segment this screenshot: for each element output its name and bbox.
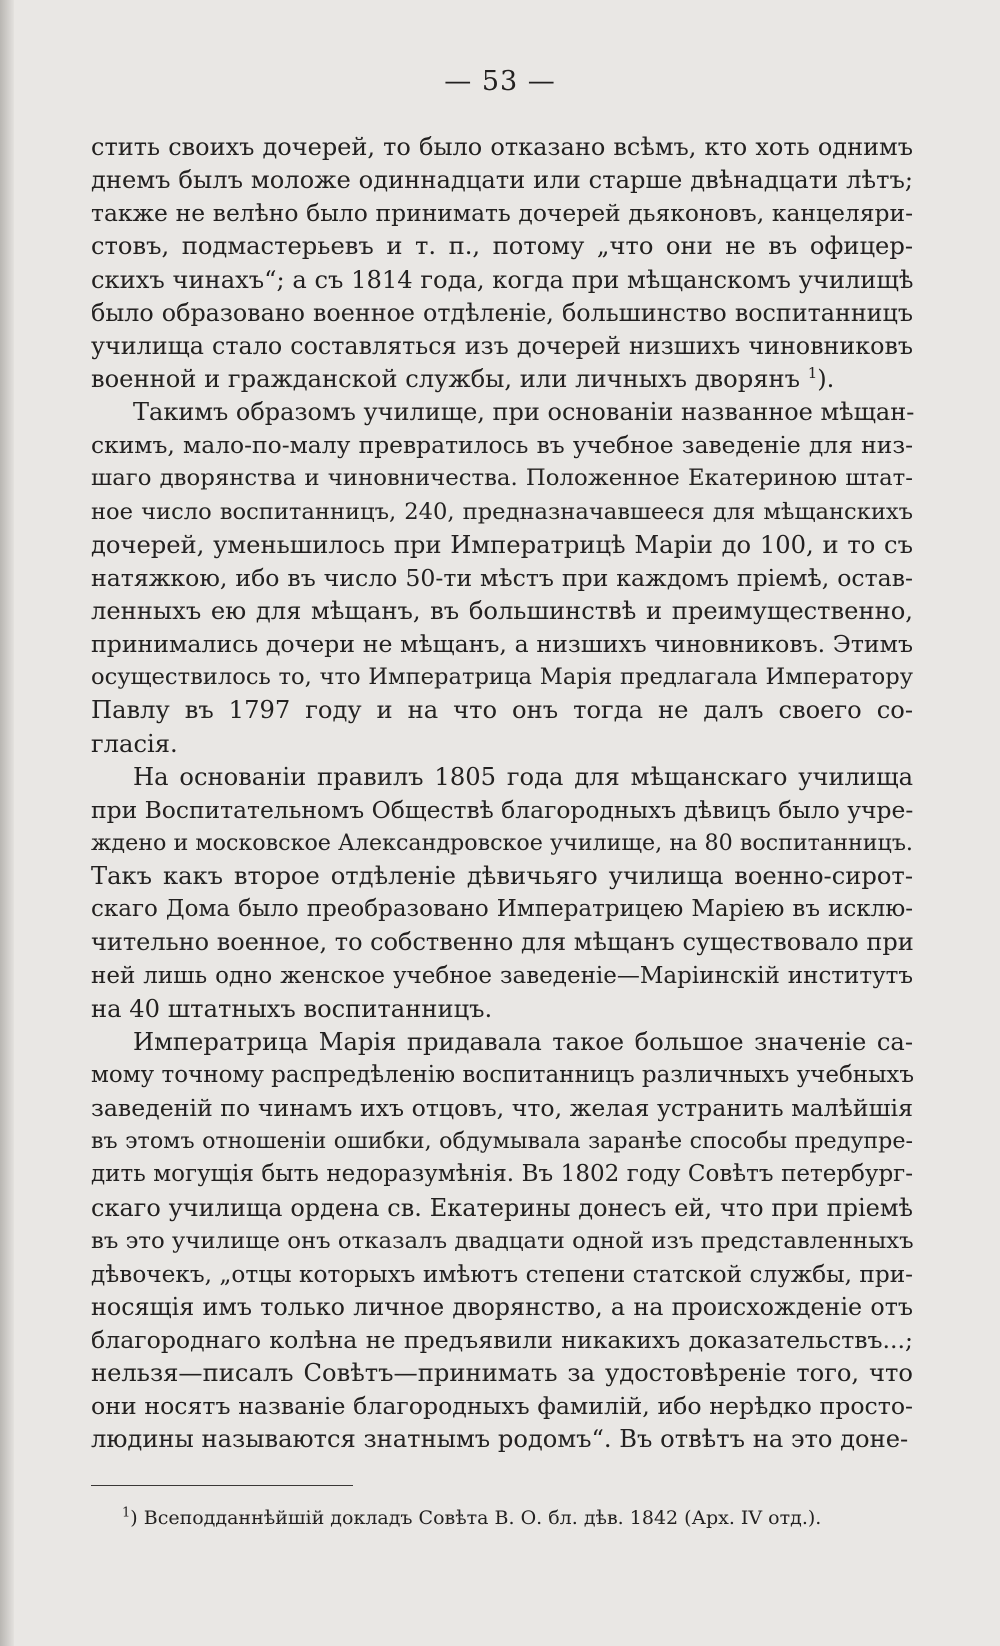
text-line (91, 1324, 913, 1357)
text-line-content: заведеній по чинамъ ихъ отцовъ, что, желая устранить малѣйшія (91, 1094, 913, 1123)
body-text (91, 131, 913, 1457)
text-line-content: мому точному распредѣленію воспитанницъ различныхъ учебныхъ (91, 1061, 915, 1088)
text-line-content: скихъ чинахъ“; а съ 1814 года, когда при мѣщанскомъ училищѣ (91, 265, 914, 294)
text-line-content: на 40 штатныхъ воспитанницъ. (91, 994, 493, 1023)
text-line-content: шаго дворянства и чиновничества. Положенное Екатериною штат- (91, 465, 913, 492)
text-line-content: также не велѣно было принимать дочерей дьяконовъ, канцеляри- (91, 199, 913, 228)
text-line-content: гласія. (91, 729, 178, 758)
text-line (91, 728, 913, 761)
text-line-content: при Воспитательномъ Обществѣ благородныхъ дѣвицъ было учре- (91, 795, 914, 824)
text-line (91, 628, 913, 661)
text-line-content: дѣвочекъ, „отцы которыхъ имѣютъ степени статской службы, при- (91, 1260, 913, 1288)
text-line-content: въ это училище онъ отказалъ двадцати одной изъ представленныхъ (91, 1227, 914, 1254)
text-line (91, 330, 913, 363)
text-line-tail: ). (817, 364, 835, 393)
text-line-content: Такимъ образомъ училище, при основаніи названное мѣщан- (133, 398, 915, 427)
text-line-content: въ этомъ отношеніи ошибки, обдумывала заранѣе способы предупре- (91, 1128, 913, 1155)
text-line-content: осуществилось то, что Императрица Марія предлагала Императору (91, 664, 913, 691)
text-line-content: носящія имъ только личное дворянство, а на происхожденіе отъ (91, 1292, 913, 1321)
text-line (91, 1192, 913, 1225)
text-line-content: ждено и московское Александровское училище, на 80 воспитанницъ. (91, 829, 913, 856)
text-line-content: скаго Дома было преобразовано Императрицею Маріею въ исклю- (91, 896, 913, 923)
text-line (91, 230, 913, 263)
text-line (91, 264, 913, 297)
text-line (91, 694, 913, 727)
footnote (122, 1505, 821, 1531)
text-line (91, 1059, 913, 1092)
text-line (91, 926, 913, 959)
text-line-content: На основаніи правилъ 1805 года для мѣщанскаго училища (133, 762, 913, 791)
text-line-content: Императрица Марія придавала такое большое значеніе са- (133, 1027, 913, 1056)
text-line (91, 297, 913, 330)
text-line (91, 595, 913, 628)
text-line-content: Павлу въ 1797 году и на что онъ тогда не далъ своего со- (91, 696, 913, 725)
text-line-content: благороднаго колѣна не предъявили никакихъ доказательствъ...; (91, 1326, 913, 1355)
text-line (91, 661, 913, 694)
text-line (91, 1125, 913, 1158)
text-line (91, 860, 913, 893)
text-line (91, 496, 913, 529)
page-edge-shadow (0, 0, 14, 1646)
text-line (91, 197, 913, 230)
text-line (91, 893, 913, 926)
footnote-text: ) Всеподданнѣйшій докладъ Совѣта В. О. бл. дѣв. 1842 (Арх. IV отд.). (130, 1507, 822, 1529)
text-line-content: скимъ, мало-по-малу превратилось въ учебное заведеніе для низ- (91, 431, 913, 460)
footnote-reference: 1 (807, 363, 818, 382)
text-line-content: нельзя—писалъ Совѣтъ—принимать за удостовѣреніе того, что (91, 1359, 913, 1388)
text-line-content: натяжкою, ибо въ число 50-ти мѣстъ при каждомъ пріемѣ, остав- (91, 563, 913, 592)
text-line (91, 1390, 913, 1423)
text-line-content: скаго училища ордена св. Екатерины донесъ ей, что при пріемѣ (91, 1193, 913, 1222)
text-line (91, 164, 913, 197)
text-line-content: военной и гражданской службы, или личныхъ дворянъ (91, 364, 800, 393)
text-line (91, 1291, 913, 1324)
text-line (91, 131, 913, 164)
text-line (91, 960, 913, 993)
footnote-separator (91, 1485, 353, 1486)
text-line (91, 761, 913, 794)
text-line-content: ное число воспитанницъ, 240, предназначавшееся для мѣщанскихъ (91, 498, 913, 525)
text-line-content: было образовано военное отдѣленіе, большинство воспитанницъ (91, 298, 913, 327)
text-line (91, 1092, 913, 1125)
text-line-content: ленныхъ ею для мѣщанъ, въ большинствѣ и преимущественно, (91, 596, 913, 625)
text-line (91, 827, 913, 860)
text-line (91, 1225, 913, 1258)
text-line-content: стить своихъ дочерей, то было отказано всѣмъ, кто хоть однимъ (91, 133, 913, 161)
text-line (91, 462, 913, 495)
text-line (91, 1158, 913, 1191)
text-line (91, 363, 913, 396)
text-line-content: они носятъ названіе благородныхъ фамилій, ибо нерѣдко просто- (91, 1392, 913, 1421)
text-line (91, 1026, 913, 1059)
text-line-content: днемъ былъ моложе одиннадцати или старше двѣнадцати лѣтъ; (91, 166, 913, 195)
text-line (91, 429, 913, 462)
text-line-content: училища стало составляться изъ дочерей низшихъ чиновниковъ (91, 331, 913, 360)
text-line (91, 1258, 913, 1291)
text-line (91, 993, 913, 1026)
text-line-content: Такъ какъ второе отдѣленіе дѣвичьяго училища военно-сирот- (91, 862, 913, 891)
text-line (91, 1423, 913, 1456)
text-line-content: людины называются знатнымъ родомъ“. Въ отвѣтъ на это доне- (91, 1425, 909, 1454)
text-line (91, 529, 913, 562)
text-line-content: принимались дочери не мѣщанъ, а низшихъ чиновниковъ. Этимъ (91, 630, 913, 659)
text-line (91, 794, 913, 827)
text-line-content: стовъ, подмастерьевъ и т. п., потому „что они не въ офицер- (91, 232, 913, 261)
text-line (91, 562, 913, 595)
page-number: — 53 — (444, 66, 556, 97)
text-line-content: ней лишь одно женское учебное заведеніе—Маріинскій институтъ (91, 962, 913, 989)
text-line-content: дочерей, уменьшилось при Императрицѣ Маріи до 100, и то съ (91, 530, 913, 559)
text-line (91, 1357, 913, 1390)
text-line-content: чительно военное, то собственно для мѣщанъ существовало при (91, 928, 914, 957)
text-line-content: дить могущія быть недоразумѣнія. Въ 1802 году Совѣтъ петербург- (91, 1161, 913, 1188)
footnote-marker: 1 (122, 1505, 131, 1521)
text-line (91, 396, 913, 429)
